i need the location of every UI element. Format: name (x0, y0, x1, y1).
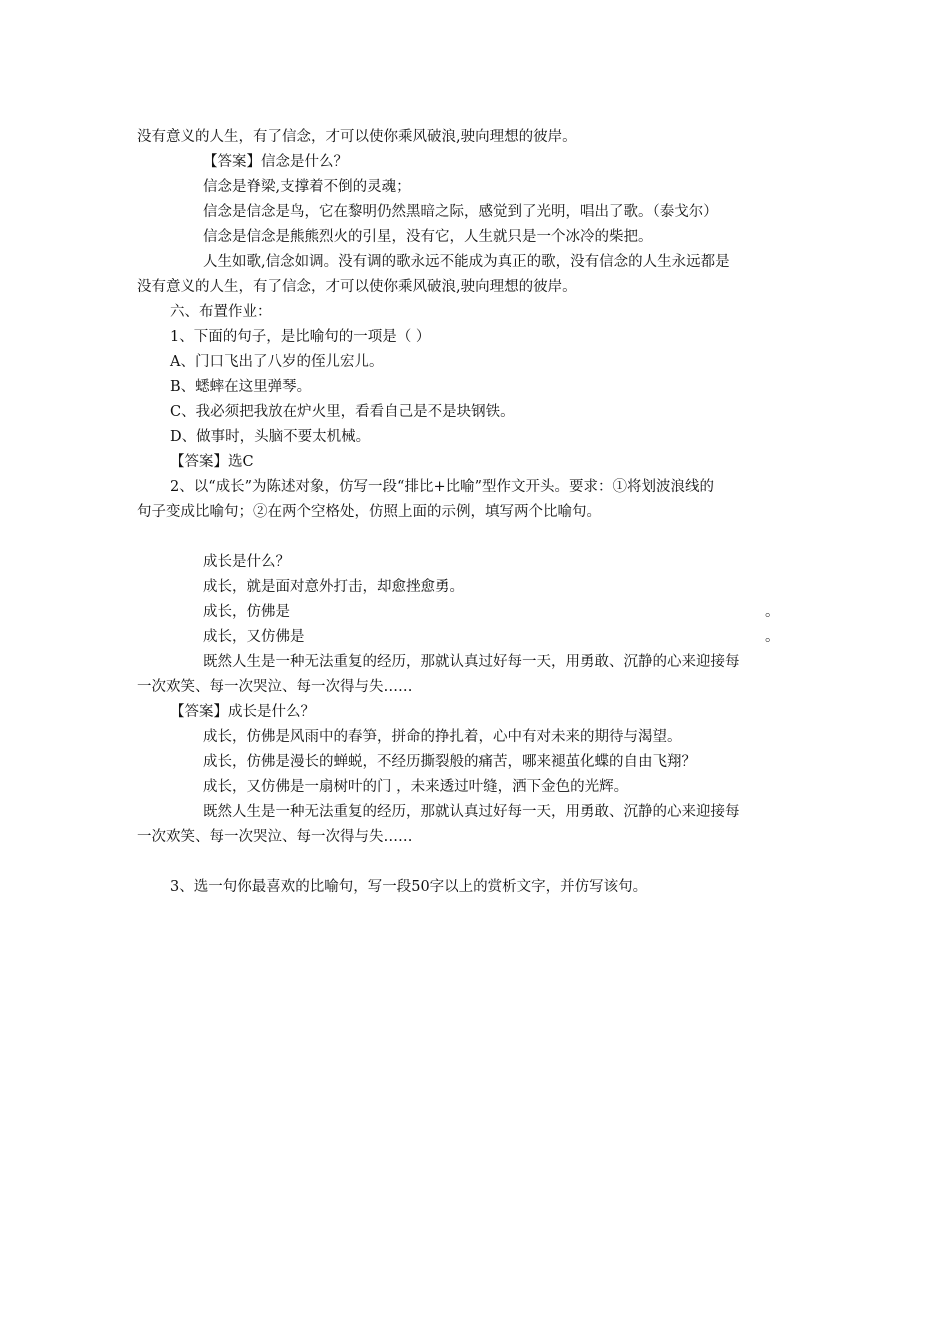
text-line: 信念是信念是熊熊烈火的引星，没有它，人生就只是一个冰冷的柴把。 (203, 229, 653, 245)
question-1: 1、下面的句子，是比喻句的一项是（ ） (170, 329, 431, 345)
section-heading: 六、布置作业： (170, 304, 272, 320)
question-2-continued: 句子变成比喻句；②在两个空格处，仿照上面的示例，填写两个比喻句。 (137, 504, 601, 520)
answer-label: 【答案】成长是什么？ (170, 704, 315, 720)
option-d: D、做事时，头脑不要太机械。 (170, 429, 371, 445)
text-line: 成长，就是面对意外打击，却愈挫愈勇。 (203, 579, 464, 595)
option-c: C、我必须把我放在炉火里，看看自己是不是块钢铁。 (170, 404, 515, 420)
text-line: 成长是什么？ (203, 554, 290, 570)
text-line: 既然人生是一种无法重复的经历，那就认真过好每一天，用勇敢、沉静的心来迎接每 (203, 654, 740, 670)
blank-period: 。 (765, 629, 780, 645)
text-line: 没有意义的人生，有了信念，才可以使你乘风破浪,驶向理想的彼岸。 (137, 129, 577, 145)
text-line: 一次欢笑、每一次哭泣、每一次得与失…… (137, 829, 413, 845)
text-line: 信念是信念是鸟，它在黎明仍然黑暗之际，感觉到了光明，唱出了歌。（泰戈尔） (203, 204, 718, 220)
answer-label: 【答案】选C (170, 454, 254, 470)
option-b: B、蟋蟀在这里弹琴。 (170, 379, 312, 395)
text-line: 没有意义的人生，有了信念，才可以使你乘风破浪,驶向理想的彼岸。 (137, 279, 577, 295)
text-line: 信念是脊梁,支撑着不倒的灵魂； (203, 179, 411, 195)
text-line: 既然人生是一种无法重复的经历，那就认真过好每一天，用勇敢、沉静的心来迎接每 (203, 804, 740, 820)
text-line: 成长，又仿佛是一扇树叶的门 ，未来透过叶缝，洒下金色的光辉。 (203, 779, 629, 795)
text-line: 成长，仿佛是风雨中的春笋，拼命的挣扎着，心中有对未来的期待与渴望。 (203, 729, 682, 745)
text-line: 一次欢笑、每一次哭泣、每一次得与失…… (137, 679, 413, 695)
option-a: A、门口飞出了八岁的侄儿宏儿。 (170, 354, 384, 370)
blank-period: 。 (765, 604, 780, 620)
question-2: 2、以“成长”为陈述对象，仿写一段“排比+比喻”型作文开头。要求：①将划波浪线的 (170, 479, 715, 495)
fill-blank-line: 成长，又仿佛是 (203, 629, 305, 645)
question-3: 3、选一句你最喜欢的比喻句，写一段50字以上的赏析文字，并仿写该句。 (170, 879, 648, 895)
text-line: 人生如歌,信念如调。没有调的歌永远不能成为真正的歌，没有信念的人生永远都是 (203, 254, 730, 270)
fill-blank-line: 成长，仿佛是 (203, 604, 290, 620)
answer-label: 【答案】信念是什么？ (203, 154, 348, 170)
text-line: 成长，仿佛是漫长的蝉蜕，不经历撕裂般的痛苦，哪来褪茧化蝶的自由飞翔？ (203, 754, 696, 770)
